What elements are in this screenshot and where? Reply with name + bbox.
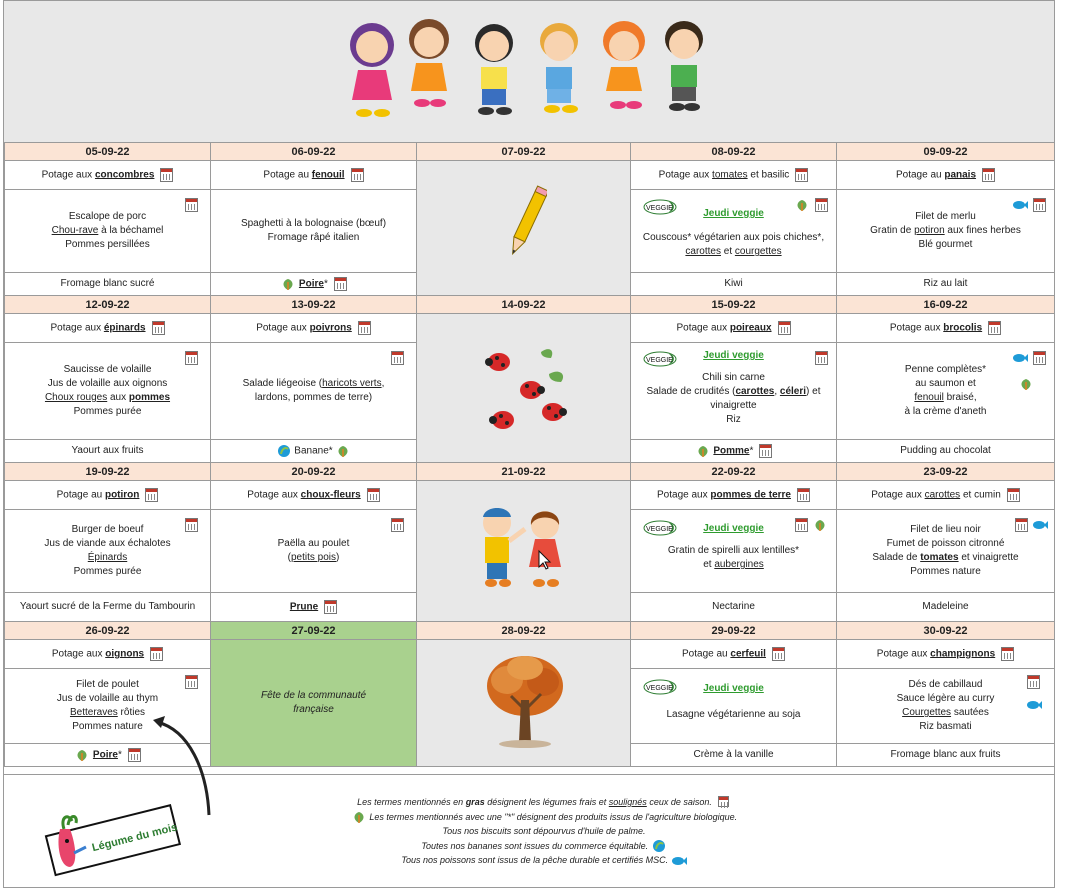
main-cell: Filet de merlu Gratin de potiron aux fines herbes Blé gourmet <box>837 190 1055 273</box>
date-cell: 20-09-22 <box>211 463 417 481</box>
calendar-icon <box>795 168 808 182</box>
dessert-cell: Prune <box>211 593 417 622</box>
dessert-cell: Poire* <box>5 744 211 767</box>
svg-text:Légume du mois: Légume du mois <box>90 821 179 855</box>
calendar-icon <box>1033 351 1046 365</box>
main-cell: Burger de boeuf Jus de viande aux échalotes Épinards Pommes purée <box>5 510 211 593</box>
curved-arrow <box>129 710 219 820</box>
header-banner <box>4 1 1054 143</box>
main-cell: VEGGIE Jeudi veggie Gratin de spirelli aux lentilles* et aubergines <box>631 510 837 593</box>
menu-table <box>4 142 1055 767</box>
main-cell: Paëlla au poulet (petits pois) <box>211 510 417 593</box>
calendar-icon <box>160 168 173 182</box>
calendar-icon <box>718 796 731 810</box>
date-cell: 15-09-22 <box>631 296 837 314</box>
calendar-icon <box>358 321 371 335</box>
dessert-cell: Crème à la vanille <box>631 744 837 767</box>
main-cell: Spaghetti à la bolognaise (bœuf) Fromage râpé italien <box>211 190 417 273</box>
event-cell: Fête de la communauté française <box>211 640 417 767</box>
main-cell: VEGGIE Jeudi veggie Lasagne végétarienne au soja <box>631 669 837 744</box>
fish-icon <box>1012 199 1028 211</box>
soup-cell: Potage au fenouil <box>211 161 417 190</box>
veggie-badge <box>643 199 677 215</box>
calendar-icon <box>982 168 995 182</box>
soup-cell: Potage aux épinards <box>5 314 211 343</box>
calendar-icon <box>185 518 198 532</box>
calendar-icon <box>145 488 158 502</box>
soup-cell: Potage aux choux-fleurs <box>211 481 417 510</box>
fair-trade-icon <box>276 444 292 458</box>
fair-trade-icon <box>651 839 667 853</box>
date-cell: 26-09-22 <box>5 622 211 640</box>
main-cell: VEGGIE Jeudi veggie Couscous* végétarien aux pois chiches*, carottes et courgettes <box>631 190 837 273</box>
pencil-icon <box>507 183 547 263</box>
calendar-icon <box>351 168 364 182</box>
organic-leaf-icon <box>1018 377 1034 391</box>
ladybugs-icon <box>479 344 579 436</box>
calendar-icon <box>815 198 828 212</box>
footer-legend <box>4 774 1054 888</box>
calendar-icon <box>988 321 1001 335</box>
fish-icon <box>1026 699 1042 711</box>
illustration-cell <box>417 161 631 296</box>
kids-pointing-illustration <box>473 499 573 597</box>
svg-text:VEGGIE: VEGGIE <box>646 205 673 212</box>
organic-leaf-icon <box>280 277 296 291</box>
calendar-icon <box>778 321 791 335</box>
date-cell: 19-09-22 <box>5 463 211 481</box>
dessert-cell: Banane* <box>211 440 417 463</box>
date-cell: 06-09-22 <box>211 143 417 161</box>
calendar-icon <box>185 198 198 212</box>
fish-icon <box>1032 519 1048 531</box>
date-cell: 05-09-22 <box>5 143 211 161</box>
autumn-tree-icon <box>483 650 567 750</box>
calendar-icon <box>815 351 828 365</box>
illustration-cell <box>417 481 631 622</box>
illustration-cell <box>417 640 631 767</box>
date-cell: 23-09-22 <box>837 463 1055 481</box>
dessert-cell: Pudding au chocolat <box>837 440 1055 463</box>
calendar-icon <box>1001 647 1014 661</box>
calendar-icon <box>185 351 198 365</box>
organic-leaf-icon <box>351 810 367 824</box>
calendar-icon <box>797 488 810 502</box>
date-cell: 16-09-22 <box>837 296 1055 314</box>
soup-cell: Potage au panais <box>837 161 1055 190</box>
calendar-icon <box>795 518 808 532</box>
calendar-icon <box>150 647 163 661</box>
veggie-badge <box>643 679 677 695</box>
calendar-icon <box>334 277 347 291</box>
svg-text:VEGGIE: VEGGIE <box>646 685 673 692</box>
calendar-icon <box>152 321 165 335</box>
children-illustration <box>334 15 724 119</box>
calendar-icon <box>759 444 772 458</box>
soup-cell: Potage aux carottes et cumin <box>837 481 1055 510</box>
calendar-icon <box>367 488 380 502</box>
calendar-icon <box>185 675 198 689</box>
svg-text:VEGGIE: VEGGIE <box>646 357 673 364</box>
dessert-cell: Pomme* <box>631 440 837 463</box>
soup-cell: Potage au cerfeuil <box>631 640 837 669</box>
calendar-icon <box>772 647 785 661</box>
soup-cell: Potage aux concombres <box>5 161 211 190</box>
date-cell: 28-09-22 <box>417 622 631 640</box>
dessert-cell: Nectarine <box>631 593 837 622</box>
soup-row <box>5 481 1055 510</box>
fish-icon <box>1012 352 1028 364</box>
dessert-cell: Yaourt aux fruits <box>5 440 211 463</box>
calendar-icon <box>1007 488 1020 502</box>
main-cell: Dés de cabillaud Sauce légère au curry Courgettes sautées Riz basmati <box>837 669 1055 744</box>
date-row <box>5 296 1055 314</box>
soup-cell: Potage aux pommes de terre <box>631 481 837 510</box>
main-cell: Penne complètes* au saumon et fenouil braisé, à la crème d'aneth <box>837 343 1055 440</box>
calendar-icon <box>1015 518 1028 532</box>
calendar-icon <box>391 518 404 532</box>
svg-text:VEGGIE: VEGGIE <box>646 526 673 533</box>
date-cell: 13-09-22 <box>211 296 417 314</box>
organic-leaf-icon <box>794 198 810 212</box>
organic-leaf-icon <box>335 444 351 458</box>
main-cell: Saucisse de volaille Jus de volaille aux oignons Choux rouges aux pommes Pommes purée <box>5 343 211 440</box>
soup-row <box>5 161 1055 190</box>
main-cell: Filet de lieu noir Fumet de poisson citronné Salade de tomates et vinaigrette Pommes nature <box>837 510 1055 593</box>
main-cell: Filet de poulet Jus de volaille au thym Betteraves rôties Pommes nature <box>5 669 211 744</box>
organic-leaf-icon <box>812 518 828 532</box>
date-cell: 27-09-22 <box>211 622 417 640</box>
date-cell: 30-09-22 <box>837 622 1055 640</box>
illustration-cell <box>417 314 631 463</box>
calendar-icon <box>1033 198 1046 212</box>
dessert-cell: Riz au lait <box>837 273 1055 296</box>
dessert-cell: Poire* <box>211 273 417 296</box>
soup-cell: Potage aux poireaux <box>631 314 837 343</box>
date-cell: 12-09-22 <box>5 296 211 314</box>
soup-cell: Potage aux oignons <box>5 640 211 669</box>
date-cell: 21-09-22 <box>417 463 631 481</box>
date-cell: 08-09-22 <box>631 143 837 161</box>
date-cell: 14-09-22 <box>417 296 631 314</box>
main-cell: Salade liégeoise (haricots verts, lardons, pommes de terre) <box>211 343 417 440</box>
dessert-cell: Yaourt sucré de la Ferme du Tambourin <box>5 593 211 622</box>
date-cell: 07-09-22 <box>417 143 631 161</box>
veggie-badge <box>643 520 677 536</box>
date-cell: 29-09-22 <box>631 622 837 640</box>
dessert-cell: Fromage blanc sucré <box>5 273 211 296</box>
dessert-cell: Madeleine <box>837 593 1055 622</box>
organic-leaf-icon <box>695 444 711 458</box>
calendar-icon <box>391 351 404 365</box>
menu-page <box>3 0 1055 888</box>
veggie-badge <box>643 351 677 367</box>
soup-cell: Potage au potiron <box>5 481 211 510</box>
soup-row <box>5 314 1055 343</box>
date-row <box>5 463 1055 481</box>
date-row <box>5 143 1055 161</box>
soup-cell: Potage aux brocolis <box>837 314 1055 343</box>
soup-cell: Potage aux champignons <box>837 640 1055 669</box>
fish-icon <box>671 854 687 868</box>
main-cell: Escalope de porc Chou-rave à la béchamel Pommes persillées <box>5 190 211 273</box>
calendar-icon <box>324 600 337 614</box>
organic-leaf-icon <box>74 748 90 762</box>
soup-cell: Potage aux tomates et basilic <box>631 161 837 190</box>
legend-notes: Les termes mentionnés en gras désignent les légumes frais et soulignés ceux de saison. Les termes mentionnés avec une "*" désignent des produits issus de l'agriculture biologique. Tous nos biscuits sont dépourvus d'huile de palme. Toutes nos bananes sont issues du commerce équitable. Tous nos poissons sont issus de la pêche durable et certifiés MSC. <box>294 795 794 868</box>
date-cell: 22-09-22 <box>631 463 837 481</box>
date-row <box>5 622 1055 640</box>
dessert-cell: Fromage blanc aux fruits <box>837 744 1055 767</box>
date-cell: 09-09-22 <box>837 143 1055 161</box>
main-cell: VEGGIE Jeudi veggie Chili sin carne Salade de crudités (carottes, céleri) et vinaigrette Riz <box>631 343 837 440</box>
dessert-cell: Kiwi <box>631 273 837 296</box>
calendar-icon <box>1027 675 1040 689</box>
soup-row <box>5 640 1055 669</box>
soup-cell: Potage aux poivrons <box>211 314 417 343</box>
